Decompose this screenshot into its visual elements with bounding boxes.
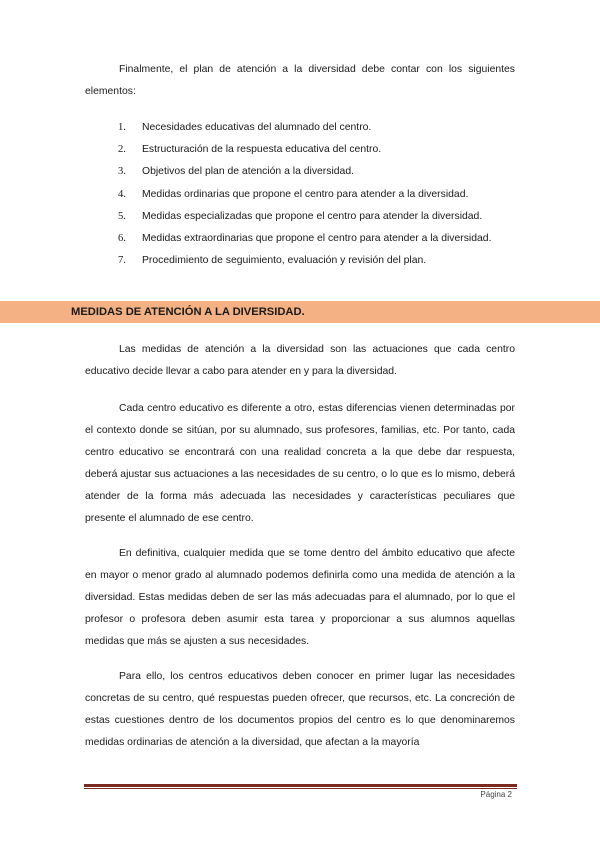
list-item <box>118 117 491 139</box>
footer-rule <box>84 784 517 787</box>
list-item-text: Medidas extraordinarias que propone el centro para atender a la diversidad. <box>142 232 492 244</box>
list-item <box>118 139 491 161</box>
list-item-number: 2. <box>118 144 126 156</box>
list-item <box>118 206 491 228</box>
list-item-text: Estructuración de la respuesta educativa del centro. <box>142 144 382 156</box>
section-heading: MEDIDAS DE ATENCIÓN A LA DIVERSIDAD. <box>71 306 305 318</box>
list-item-number: 7. <box>118 255 126 267</box>
body-paragraph-3: En definitiva, cualquier medida que se tome dentro del ámbito educativo que afecte en mayor o menor grado al alumnado podemos definirla como una medida de atención a la diversidad. Estas medidas deben de ser las más adecuadas para el alumnado, por lo que el profesor o profesora deben asumir esta tarea y proporcionar a sus alumnos aquellas medidas que más se ajusten a sus necesidades. <box>85 548 515 647</box>
page-number: Página 2 <box>480 790 512 799</box>
list-item <box>118 184 491 206</box>
list-item-text: Procedimiento de seguimiento, evaluación y revisión del plan. <box>142 255 427 267</box>
list-item-number: 5. <box>118 210 126 222</box>
list-item <box>118 250 491 272</box>
list-item-text: Medidas ordinarias que propone el centro para atender a la diversidad. <box>142 188 469 200</box>
list-item-text: Objetivos del plan de atención a la diversidad. <box>142 166 354 178</box>
list-item <box>118 228 491 250</box>
body-paragraph-1: Las medidas de atención a la diversidad son las actuaciones que cada centro educativo decide llevar a cabo para atender en y para la diversidad. <box>85 344 515 377</box>
list-item-number: 3. <box>118 166 126 178</box>
footer-rule-thin <box>84 788 517 789</box>
list-item-number: 4. <box>118 188 126 200</box>
list-item-text: Medidas especializadas que propone el centro para atender la diversidad. <box>142 210 483 222</box>
list-item-number: 1. <box>118 122 126 133</box>
list-item-number: 6. <box>118 232 126 244</box>
intro-paragraph: Finalmente, el plan de atención a la diversidad debe contar con los siguientes elementos: <box>85 64 515 97</box>
plan-elements-list <box>118 117 491 272</box>
list-item <box>118 161 491 183</box>
body-paragraph-4: Para ello, los centros educativos deben conocer en primer lugar las necesidades concretas de su centro, qué respuestas pueden ofrecer, que recursos, etc. La concreción de estas cuestiones dentro de los documentos propios del centro es lo que denominaremos medidas ordinarias de atención a la diversidad, que afectan a la mayoría <box>85 671 515 748</box>
body-paragraph-2: Cada centro educativo es diferente a otro, estas diferencias vienen determinadas por el contexto donde se sitúan, por su alumnado, sus profesores, familias, etc. Por tanto, cada centro educativo se encontrará con una realidad concreta a la que debe dar respuesta, deberá ajustar sus actuaciones a las necesidades de su centro, o lo que es lo mismo, deberá atender de la forma más adecuada las necesidades y características peculiares que presente el alumnado de ese centro. <box>85 403 515 524</box>
list-item-text: Necesidades educativas del alumnado del centro. <box>142 122 372 133</box>
